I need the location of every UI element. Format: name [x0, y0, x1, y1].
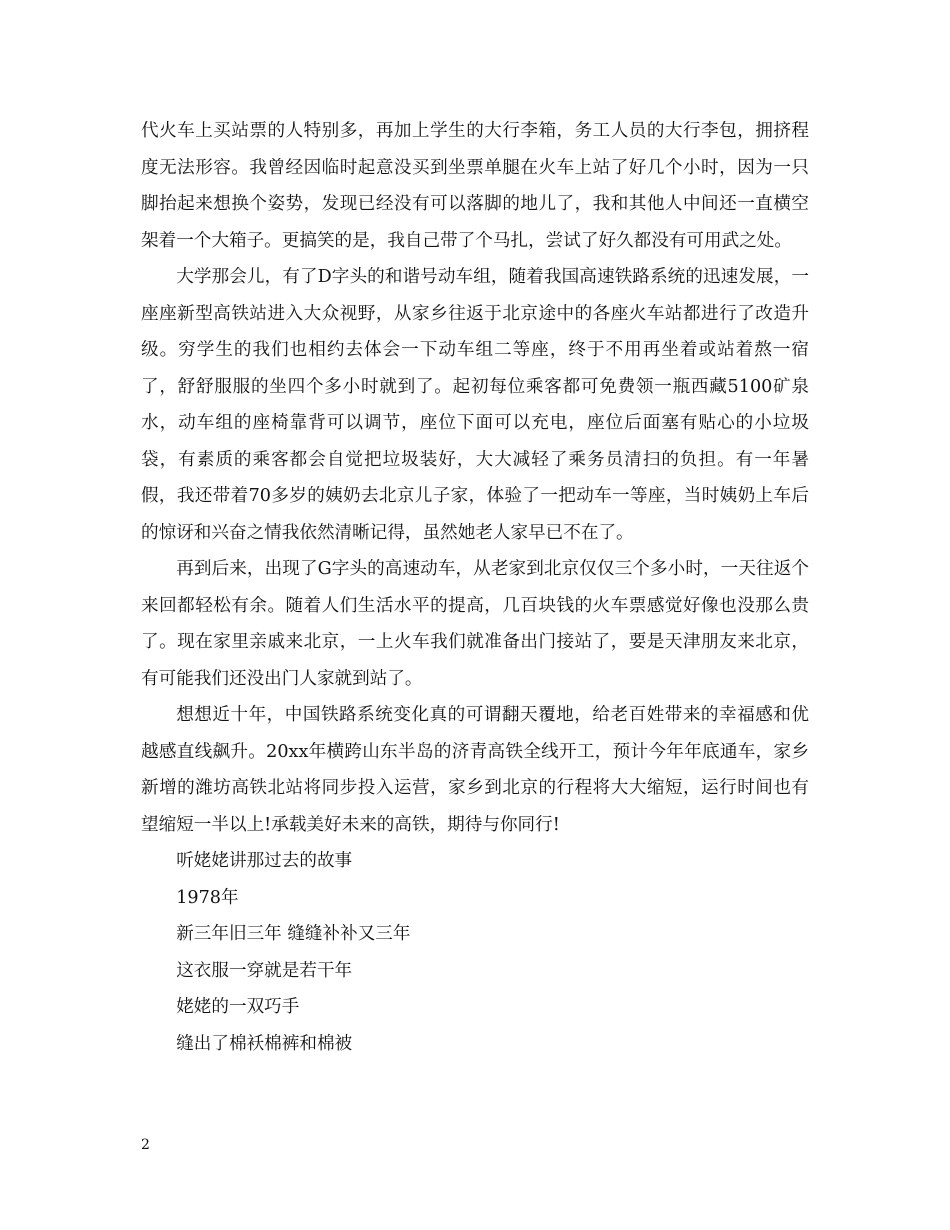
body-text — [141, 113, 809, 1062]
poem-line: 缝出了棉袄棉裤和棉被 — [176, 1033, 353, 1054]
poem-year-line: 1978年 — [176, 887, 239, 908]
poem-title-line: 听姥姥讲那过去的故事 — [176, 851, 353, 871]
paragraph-university-d-train: 大学那会儿，有了D字头的和谐号动车组，随着我国高速铁路系统的迅速发展，一座座新型高铁站进入大众视野，从家乡往返于北京途中的各座火车站都进行了改造升级。穷学生的我们也相约去体会一下动车组二等座，终于不用再坐着或站着熬一宿了，舒舒服服的坐四个多小时就到了。起初每位乘客都可免费领一瓶西藏5100矿泉水，动车组的座椅靠背可以调节，座位下面可以充电，座位后面塞有贴心的小垃圾袋，有素质的乘客都会自觉把垃圾装好，大大减轻了乘务员清扫的负担。有一年暑假，我还带着70多岁的姨奶去北京儿子家，体验了一把动车一等座，当时姨奶上车后的惊讶和兴奋之情我依然清晰记得，虽然她老人家早已不在了。 — [141, 267, 809, 543]
poem-line: 新三年旧三年 缝缝补补又三年 — [176, 924, 411, 944]
page-number: 2 — [141, 1137, 150, 1153]
paragraph-railway-change: 想想近十年，中国铁路系统变化真的可谓翻天覆地，给老百姓带来的幸福感和优越感直线飙升。20xx年横跨山东半岛的济青高铁全线开工，预计今年年底通车，家乡新增的潍坊高铁北站将同步投入运营，家乡到北京的行程将大大缩短，运行时间也有望缩短一半以上!承载美好未来的高铁，期待与你同行! — [141, 705, 809, 835]
poem-line: 这衣服一穿就是若干年 — [176, 960, 353, 981]
paragraph-train-crowding: 代火车上买站票的人特别多，再加上学生的大行李箱，务工人员的大行李包，拥挤程度无法形容。我曾经因临时起意没买到坐票单腿在火车上站了好几个小时，因为一只脚抬起来想换个姿势，发现已经没有可以落脚的地儿了，我和其他人中间还一直横空架着一个大箱子。更搞笑的是，我自己带了个马扎，尝试了好久都没有可用武之处。 — [141, 121, 809, 251]
paragraph-g-train: 再到后来，出现了G字头的高速动车，从老家到北京仅仅三个多小时，一天往返个来回都轻松有余。随着人们生活水平的提高，几百块钱的火车票感觉好像也没那么贵了。现在家里亲戚来北京，一上火车我们就准备出门接站了，要是天津朋友来北京，有可能我们还没出门人家就到站了。 — [141, 559, 809, 689]
poem-line: 姥姥的一双巧手 — [176, 997, 300, 1017]
